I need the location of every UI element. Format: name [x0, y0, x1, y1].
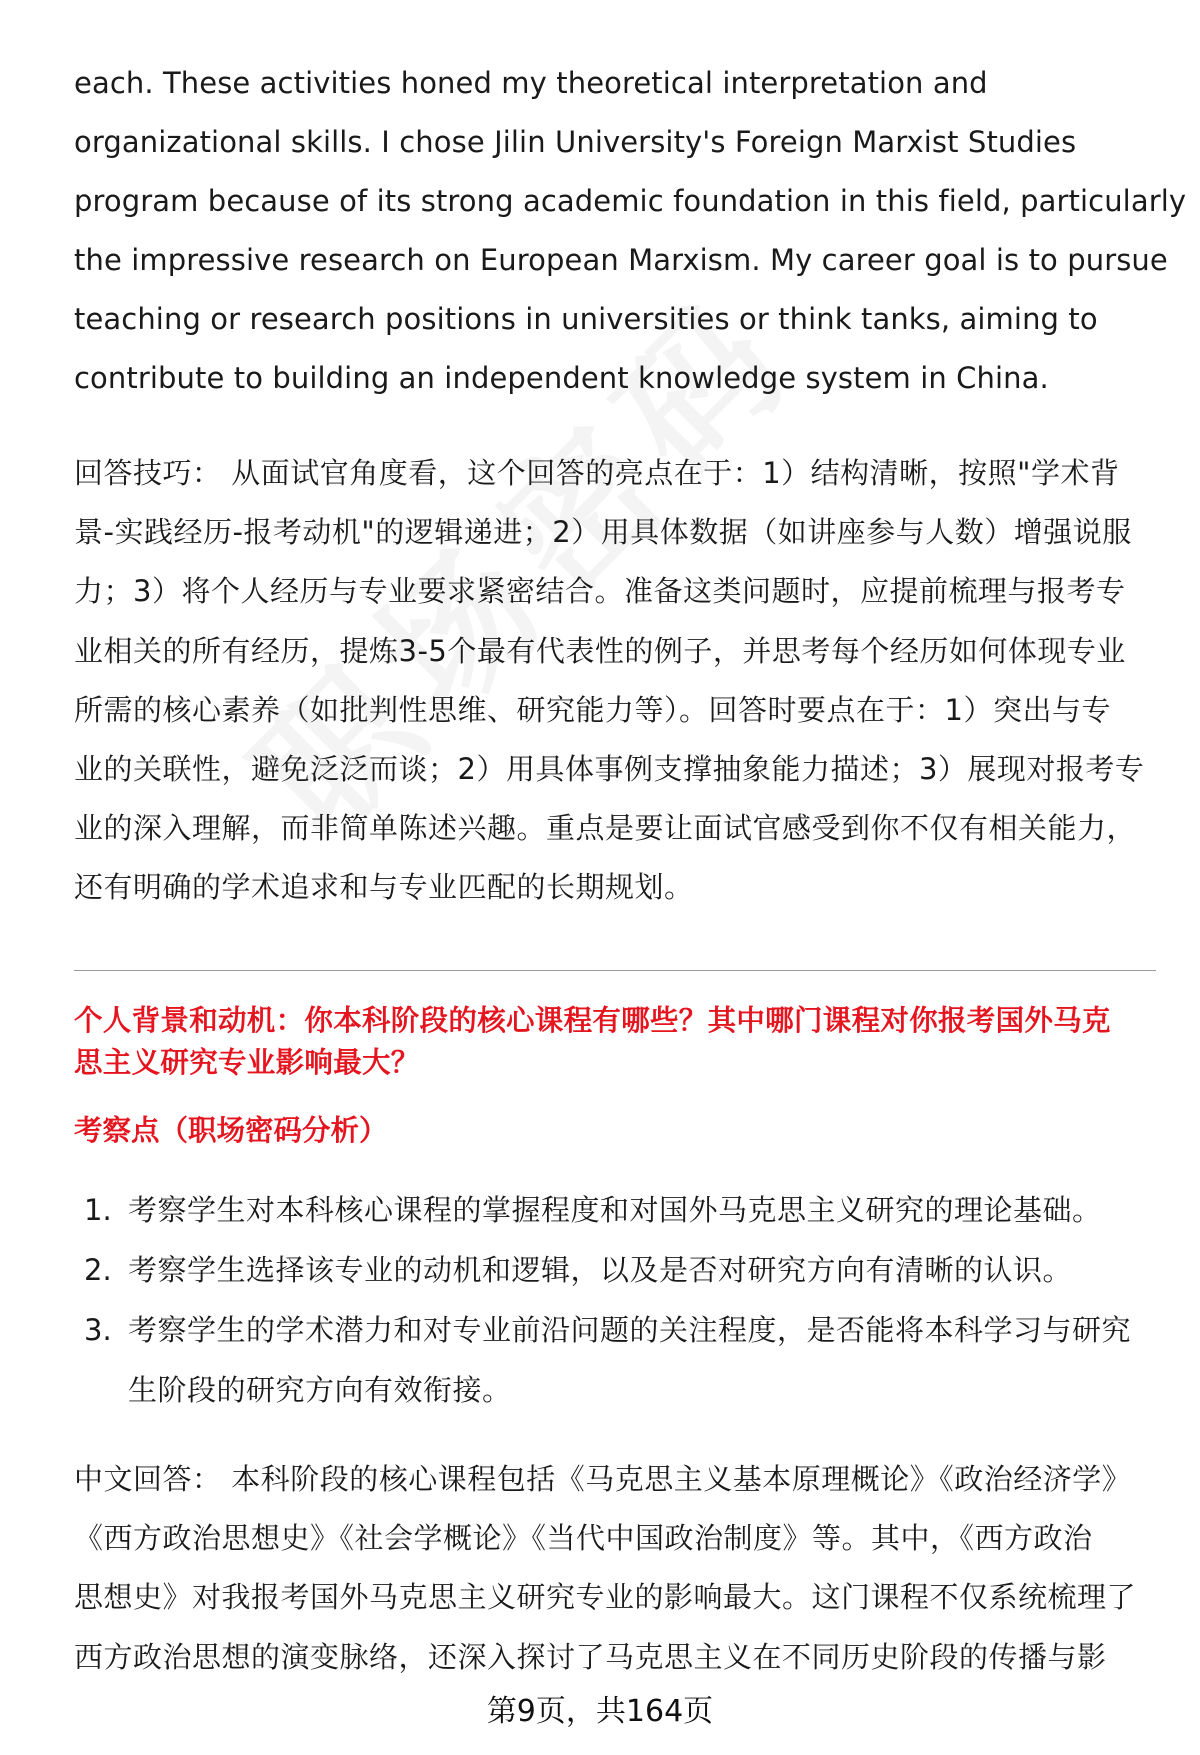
text-line: 回答技巧： 从面试官角度看，这个回答的亮点在于：1）结构清晰，按照"学术背 — [74, 456, 1120, 490]
text-line: 还有明确的学术追求和与专业匹配的长期规划。 — [74, 870, 694, 905]
text-line: 业相关的所有经历，提炼3-5个最有代表性的例子，并思考每个经历如何体现专业 — [74, 633, 1126, 668]
assessment-list — [74, 1180, 1164, 1420]
list-item — [74, 1240, 1164, 1300]
text-line: 业的深入理解，而非简单陈述兴趣。重点是要让面试官感受到你不仅有相关能力， — [74, 811, 1137, 846]
heading-line: 思主义研究专业影响最大？ — [74, 1046, 420, 1079]
text-line: 力；3）将个人经历与专业要求紧密结合。准备这类问题时，应提前梳理与报考专 — [74, 574, 1126, 609]
text-line: 考察学生对本科核心课程的掌握程度和对国外马克思主义研究的理论基础。 — [128, 1193, 1102, 1227]
text-line: teaching or research positions in universities or think tanks, aiming to — [74, 302, 1098, 336]
chinese-answer-paragraph — [74, 1450, 1160, 1687]
list-number: 3. — [84, 1313, 112, 1347]
list-number: 1. — [84, 1193, 112, 1227]
list-number: 2. — [84, 1253, 112, 1287]
text-line: the impressive research on European Marxism. My career goal is to pursue — [74, 243, 1168, 277]
heading-line: 个人背景和动机：你本科阶段的核心课程有哪些？其中哪门课程对你报考国外马克 — [74, 1004, 1111, 1037]
text-line: 中文回答： 本科阶段的核心课程包括《马克思主义基本原理概论》《政治经济学》 — [74, 1462, 1132, 1496]
text-line: 思想史》对我报考国外马克思主义研究专业的影响最大。这门课程不仅系统梳理了 — [74, 1580, 1137, 1615]
text-line: 《西方政治思想史》《社会学概论》《当代中国政治制度》等。其中，《西方政治 — [74, 1521, 1093, 1556]
text-line: 景-实践经历-报考动机"的逻辑递进；2）用具体数据（如讲座参与人数）增强说服 — [74, 515, 1132, 550]
answer-tips-paragraph — [74, 444, 1160, 918]
text-line: program because of its strong academic foundation in this field, particularly — [74, 184, 1187, 218]
text-line: 西方政治思想的演变脉络，还深入探讨了马克思主义在不同历史阶段的传播与影 — [74, 1639, 1107, 1674]
question-heading — [74, 1000, 1164, 1084]
text-line: 业的关联性，避免泛泛而谈；2）用具体事例支撑抽象能力描述；3）展现对报考专 — [74, 751, 1145, 786]
section-divider — [74, 970, 1156, 971]
english-answer-paragraph — [74, 54, 1187, 408]
text-line: organizational skills. I chose Jilin University's Foreign Marxist Studies — [74, 125, 1077, 159]
text-line: 生阶段的研究方向有效衔接。 — [128, 1373, 512, 1407]
text-line: 考察学生的学术潜力和对专业前沿问题的关注程度，是否能将本科学习与研究 — [128, 1313, 1132, 1347]
text-line: 考察学生选择该专业的动机和逻辑，以及是否对研究方向有清晰的认识。 — [128, 1253, 1073, 1287]
page-number: 第9页，共164页 — [486, 1694, 714, 1729]
text-line: each. These activities honed my theoretical interpretation and — [74, 66, 988, 100]
assessment-label: 考察点（职场密码分析） — [74, 1114, 388, 1147]
list-item — [74, 1180, 1164, 1240]
text-line: 所需的核心素养（如批判性思维、研究能力等）。回答时要点在于：1）突出与专 — [74, 692, 1111, 727]
list-item — [74, 1300, 1164, 1420]
text-line: contribute to building an independent knowledge system in China. — [74, 361, 1049, 395]
